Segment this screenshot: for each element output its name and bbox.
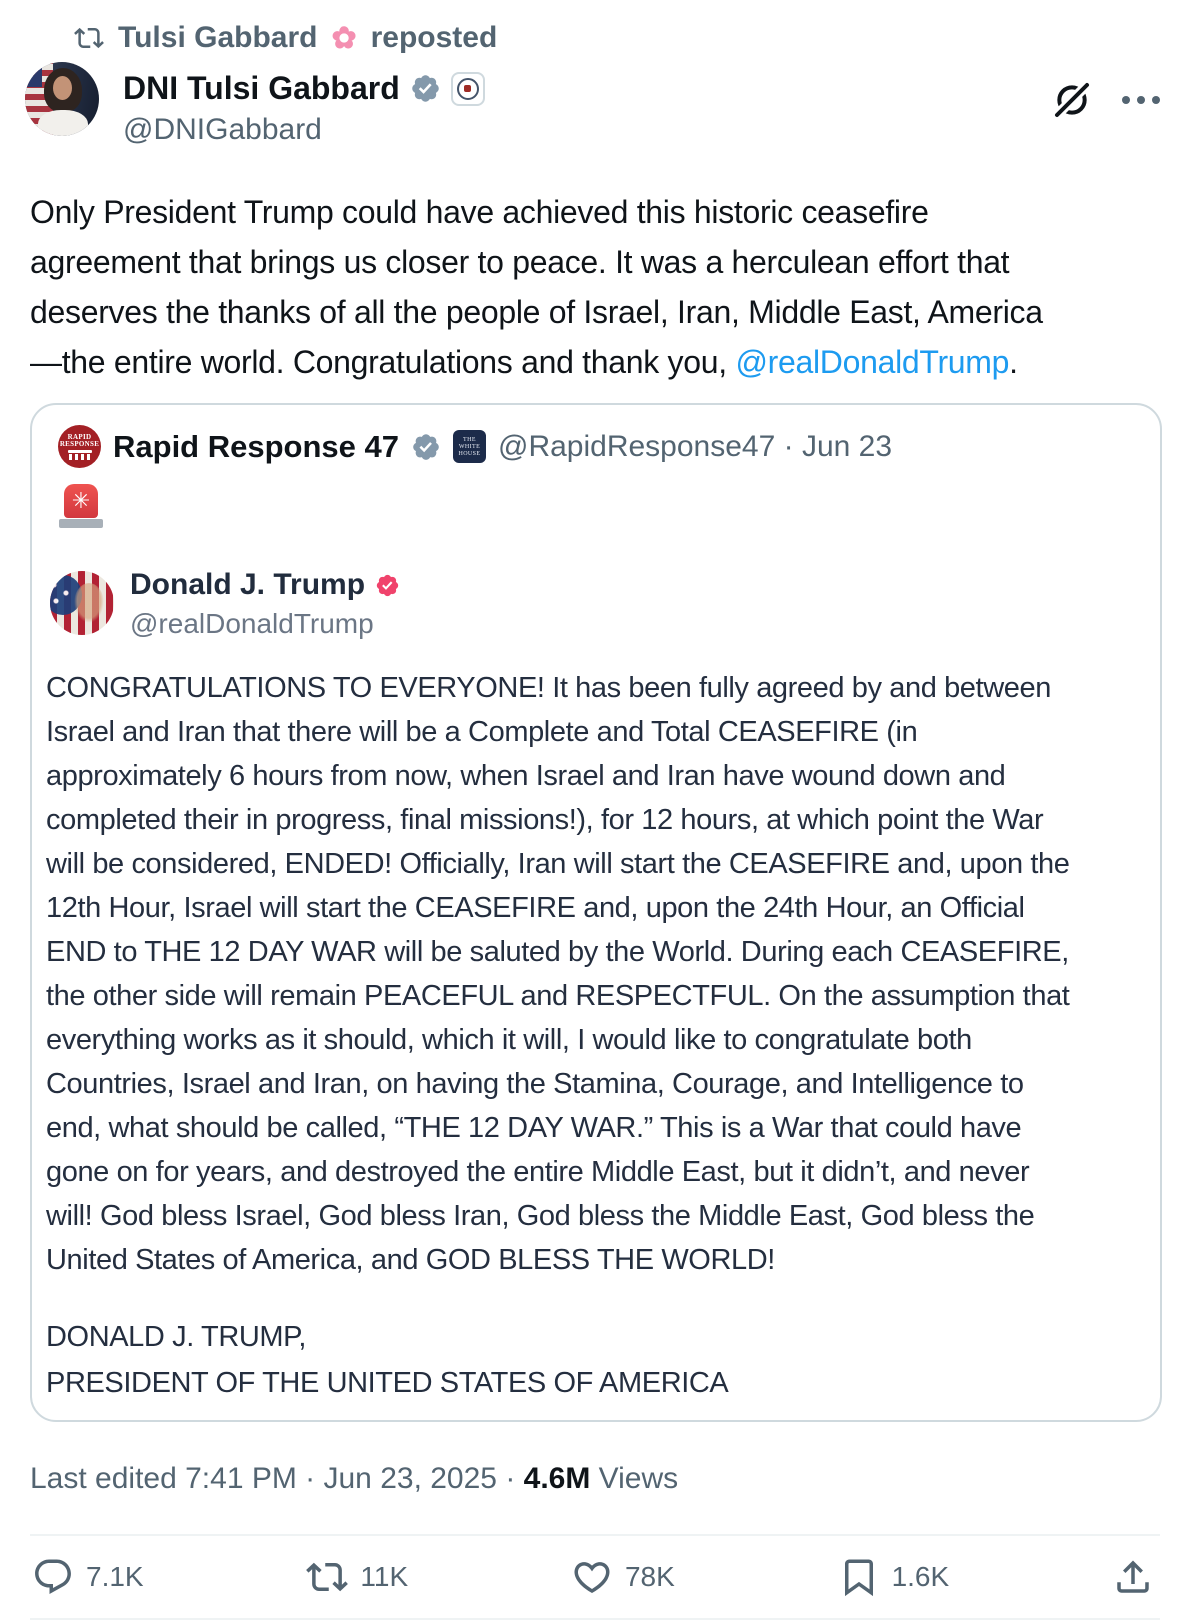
bookmark-button[interactable] [838, 1556, 950, 1598]
reply-button[interactable] [32, 1556, 144, 1598]
share-button[interactable] [1112, 1556, 1154, 1598]
reply-count: 7.1K [86, 1561, 144, 1592]
mention-link[interactable]: @realDonaldTrump [735, 344, 1010, 380]
reposted-label: reposted [370, 21, 498, 54]
text-line: agreement that brings us closer to peace. It was a herculean effort that [30, 244, 1010, 280]
text-line: CONGRATULATIONS TO EVERYONE! It has been fully agreed by and between [46, 672, 1051, 704]
quoted-author-name[interactable]: Rapid Response 47 [113, 428, 399, 464]
tweet-meta-line [30, 1462, 1160, 1496]
repost-icon [74, 23, 104, 53]
text-line: PRESIDENT OF THE UNITED STATES OF AMERICA [46, 1367, 729, 1399]
text-line: everything works as it should, which it will, I would like to congratulate both [46, 1024, 972, 1056]
text-line: END to THE 12 DAY WAR will be saluted by the World. During each CEASEFIRE, [46, 936, 1069, 968]
text-line: Only President Trump could have achieved this historic ceasefire [30, 194, 929, 230]
text-line: Countries, Israel and Iran, on having the Stamina, Courage, and Intelligence to [46, 1068, 1024, 1100]
bookmark-count: 1.6K [891, 1561, 950, 1592]
reposter-name: Tulsi Gabbard [118, 21, 318, 54]
author-handle[interactable]: @DNIGabbard [123, 113, 322, 146]
embedded-author-handle: @realDonaldTrump [130, 608, 374, 639]
text-line: Israel and Iran that there will be a Complete and Total CEASEFIRE (in [46, 716, 918, 748]
text-line: will! God bless Israel, God bless Iran, God bless the Middle East, God bless the [46, 1200, 1035, 1232]
bookmark-icon [838, 1556, 880, 1598]
text-line: deserves the thanks of all the people of Israel, Iran, Middle East, America [30, 294, 1043, 330]
avatar[interactable] [25, 62, 99, 136]
author-name[interactable]: DNI Tulsi Gabbard [123, 70, 400, 106]
like-count: 78K [624, 1561, 675, 1592]
views-count: 4.6M [523, 1462, 591, 1495]
header-actions [1052, 78, 1160, 122]
verified-badge-pink-icon [375, 573, 400, 598]
repost-count: 11K [360, 1561, 409, 1592]
white-house-affiliate-badge-icon[interactable]: THE WHITE HOUSE [453, 430, 486, 463]
tweet-text [30, 187, 1160, 387]
text-line: the other side will remain PEACEFUL and RESPECTFUL. On the assumption that [46, 980, 1070, 1012]
reply-icon [32, 1556, 74, 1598]
quoted-tweet-card[interactable] [30, 403, 1162, 1422]
quoted-tweet-header [58, 425, 1130, 468]
repost-icon [306, 1556, 348, 1598]
text-line: end, what should be called, “THE 12 DAY WAR.” This is a War that could have [46, 1112, 1022, 1144]
tweet-action-bar [30, 1534, 1160, 1620]
like-heart-icon [571, 1556, 613, 1598]
verified-badge-icon [411, 432, 441, 462]
tweet-header [30, 62, 1160, 147]
text-line: DONALD J. TRUMP, [46, 1321, 307, 1353]
like-button[interactable] [571, 1556, 675, 1598]
police-light-emoji: ✳ [59, 484, 103, 528]
tweet-text-last-line: —the entire world. Congratulations and thank you, @realDonaldTrump. [30, 344, 1018, 380]
verified-badge-icon [410, 73, 441, 104]
text-line: approximately 6 hours from now, when Israel and Iran have wound down and [46, 760, 1006, 792]
white-house-graphic [68, 450, 92, 453]
odni-affiliate-badge-icon[interactable] [451, 72, 485, 106]
quoted-author-handle-date[interactable]: @RapidResponse47 · Jun 23 [497, 429, 893, 463]
embedded-author-name: Donald J. Trump [130, 568, 366, 601]
repost-banner[interactable] [30, 20, 1160, 56]
grok-icon[interactable] [1052, 80, 1092, 120]
text-line: 12th Hour, Israel will start the CEASEFIRE and, upon the 24th Hour, an Official [46, 892, 1025, 924]
trump-avatar [50, 571, 114, 635]
views-label: Views [590, 1462, 679, 1495]
text-line: United States of America, and GOD BLESS THE WORLD! [46, 1244, 775, 1276]
text-line: gone on for years, and destroyed the entire Middle East, but it didn’t, and never [46, 1156, 1030, 1188]
more-menu-icon[interactable] [1122, 96, 1160, 104]
rapid-response-avatar[interactable]: RAPID RESPONSE [58, 425, 101, 468]
hibiscus-flower-emoji: ✿ [331, 21, 357, 55]
author-block [123, 62, 485, 147]
share-icon [1112, 1556, 1154, 1598]
text-line: completed their in progress, final missions!), for 12 hours, at which point the War [46, 804, 1044, 836]
embedded-post-body [46, 666, 1130, 1282]
embedded-post-header [50, 566, 1130, 640]
embedded-post-signature [46, 1314, 1130, 1406]
text-line: will be considered, ENDED! Officially, Iran will start the CEASEFIRE and, upon the [46, 848, 1070, 880]
repost-button[interactable] [306, 1556, 408, 1598]
tweet-text-lines [30, 187, 1160, 337]
edited-timestamp: Last edited 7:41 PM · Jun 23, 2025 · [30, 1462, 524, 1495]
